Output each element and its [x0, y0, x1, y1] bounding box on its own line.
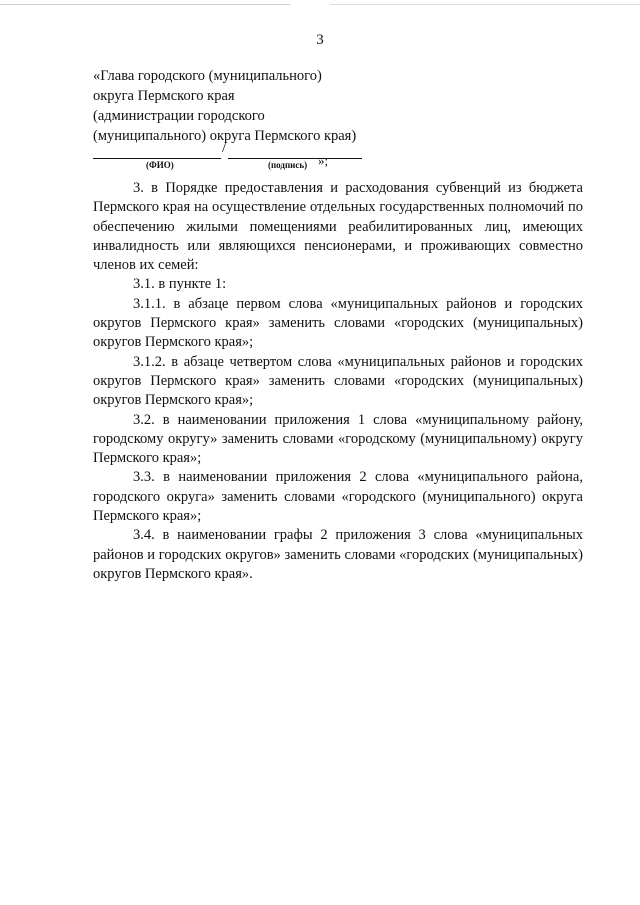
- signature-line: (администрации городского: [93, 108, 265, 124]
- signature-closing: »;: [318, 153, 329, 168]
- paragraph-3: 3. в Порядке предоставления и расходования субвенций из бюджета Пермского края на осуществление отдельных государственных полномочий по обеспечению жилыми помещениями реабилитированных лиц, имеющих инвалидность или являющихся пенсионерами, и проживающих совместно членов их семей:: [93, 180, 583, 274]
- signature-line: округа Пермского края: [93, 88, 235, 104]
- paragraph-3-1: 3.1. в пункте 1:: [133, 276, 227, 293]
- paragraph-3-4: 3.4. в наименовании графы 2 приложения 3 слова «муниципальных районов и городских округов» заменить словами «городских (муниципальных) округов Пермского края».: [93, 527, 583, 582]
- signature-line: «Глава городского (муниципального): [93, 68, 322, 84]
- fio-caption: (ФИО): [146, 160, 174, 170]
- signature-slash: /: [222, 140, 227, 156]
- paragraph-3-3: 3.3. в наименовании приложения 2 слова «муниципального района, городского округа» заменить словами «городского (муниципального) округа Пермского края»;: [93, 469, 583, 525]
- page-number: 3: [316, 32, 324, 48]
- paragraph-3-1-1: 3.1.1. в абзаце первом слова «муниципальных районов и городских округов Пермского края» заменить словами «городских (муниципальных) округов Пермского края»;: [93, 295, 583, 351]
- fio-underline: [93, 158, 221, 159]
- signature-line: (муниципального) округа Пермского края): [93, 128, 357, 144]
- signature-block: [93, 66, 356, 146]
- paragraph-3-1-2: 3.1.2. в абзаце четвертом слова «муниципальных районов и городских округов Пермского края» заменить словами «городских (муниципальных) округов Пермского края»;: [93, 353, 583, 409]
- document-body: [93, 179, 583, 584]
- paragraph-3-2: 3.2. в наименовании приложения 1 слова «муниципальному району, городскому округу» заменить словами «городскому (муниципальному) округу Пермского края»;: [93, 411, 583, 467]
- sign-caption: (подпись): [268, 160, 308, 170]
- scan-edge-line: [0, 4, 290, 5]
- sign-underline: [228, 158, 362, 159]
- scan-edge-line: [330, 4, 640, 5]
